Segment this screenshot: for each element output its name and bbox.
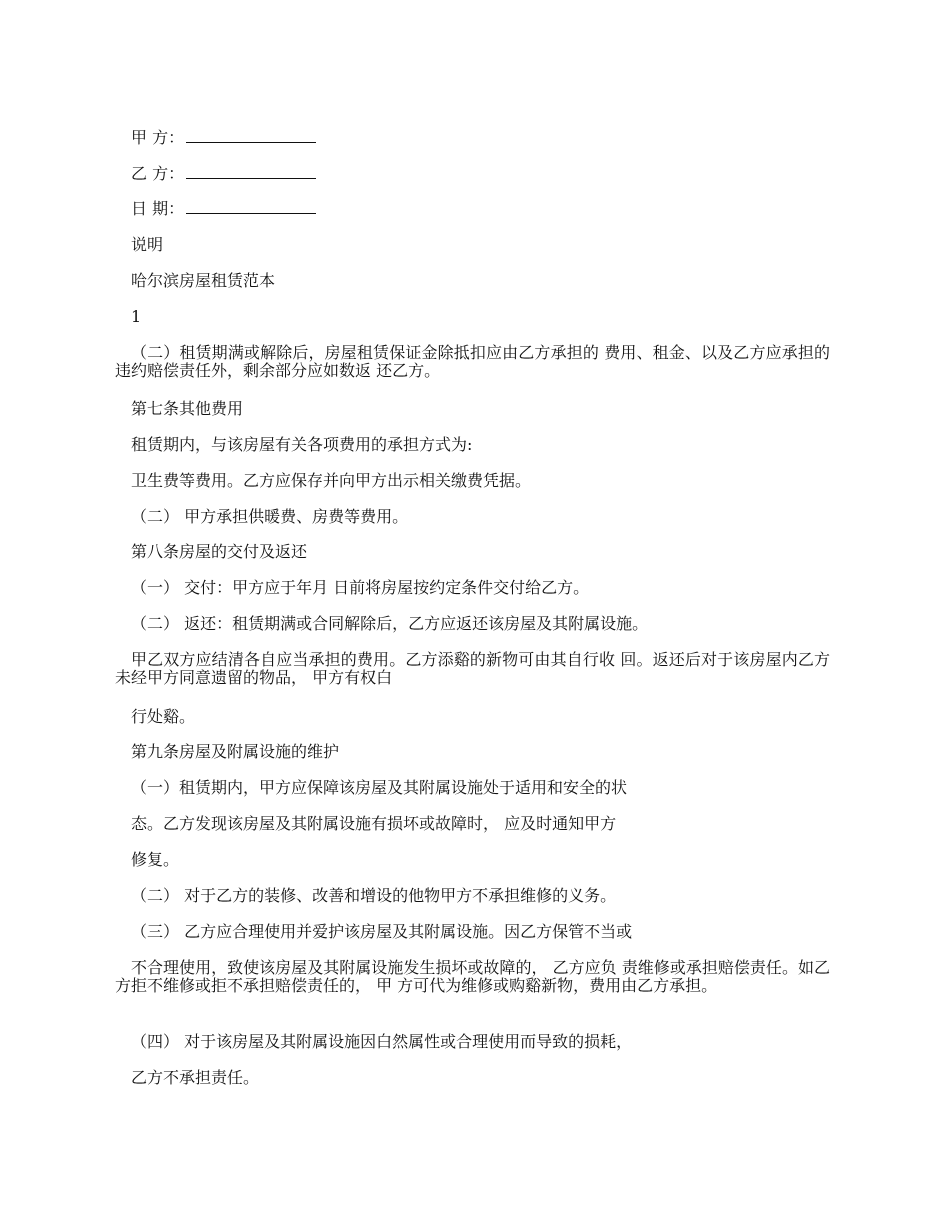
article-7-title: 第七条其他费用	[131, 399, 244, 418]
date-blank[interactable]	[186, 200, 316, 214]
article-9-item-1-tail: 修复。	[131, 850, 180, 869]
article-8-tail: 行处谿。	[131, 707, 196, 726]
article-7-intro: 租赁期内，与该房屋有关各项费用的承担方式为:	[131, 435, 473, 454]
date-label: 日 期：	[131, 199, 185, 218]
article-8-item-1: （一） 交付：甲方应于年月 日前将房屋按约定条件交付给乙方。	[131, 578, 590, 597]
article-9-item-3-paragraph: 不合理使用，致使该房屋及其附属设施发生损坏或故障的， 乙方应负 责维修或承担赔偿责任。如乙方拒不维修或拒不承担赔偿责任的， 甲 方可代为维修或购谿新物，费用由乙方承担。	[115, 958, 830, 995]
date-signature-line	[131, 200, 316, 218]
article-8-title: 第八条房屋的交付及返还	[131, 542, 308, 561]
article-9-title: 第九条房屋及附属设施的维护	[131, 742, 340, 761]
party-b-blank[interactable]	[186, 165, 316, 179]
deposit-return-paragraph: （二）租赁期满或解除后，房屋租赁保证金除抵扣应由乙方承担的 费用、租金、以及乙方应承担的违约赔偿责任外，剩余部分应如数返 还乙方。	[115, 343, 830, 380]
article-7-line-1: 卫生费等费用。乙方应保存并向甲方出示相关缴费凭据。	[131, 471, 532, 490]
party-a-label: 甲 方：	[131, 128, 185, 147]
article-7-line-2: （二） 甲方承担供暖费、房费等费用。	[131, 507, 409, 526]
party-a-blank[interactable]	[186, 129, 316, 143]
notes-title: 说明	[131, 235, 164, 254]
party-b-signature-line	[131, 165, 316, 183]
article-9-item-2: （二） 对于乙方的装修、改善和增设的他物甲方不承担维修的义务。	[131, 886, 617, 905]
article-9-item-4-tail: 乙方不承担责任。	[131, 1068, 260, 1087]
article-9-item-4: （四） 对于该房屋及其附属设施因白然属性或合理使用而导致的损耗，	[131, 1032, 633, 1051]
page-number: 1	[131, 307, 142, 326]
article-9-item-1-cont: 态。乙方发现该房屋及其附属设施有损坏或故障时， 应及时通知甲方	[131, 814, 617, 833]
party-a-signature-line	[131, 129, 316, 147]
document-name: 哈尔滨房屋租赁范本	[131, 271, 276, 290]
article-8-settlement-paragraph: 甲乙双方应结清各自应当承担的费用。乙方添谿的新物可由其自行收 回。返还后对于该房屋内乙方未经甲方同意遗留的物品， 甲方有权白	[115, 650, 830, 687]
party-b-label: 乙 方：	[131, 164, 185, 183]
article-9-item-3: （三） 乙方应合理使用并爱护该房屋及其附属设施。因乙方保管不当或	[131, 922, 633, 941]
article-8-item-2: （二） 返还：租赁期满或合同解除后，乙方应返还该房屋及其附属设施。	[131, 614, 649, 633]
article-9-item-1: （一）租赁期内，甲方应保障该房屋及其附属设施处于适用和安全的状	[131, 778, 628, 797]
